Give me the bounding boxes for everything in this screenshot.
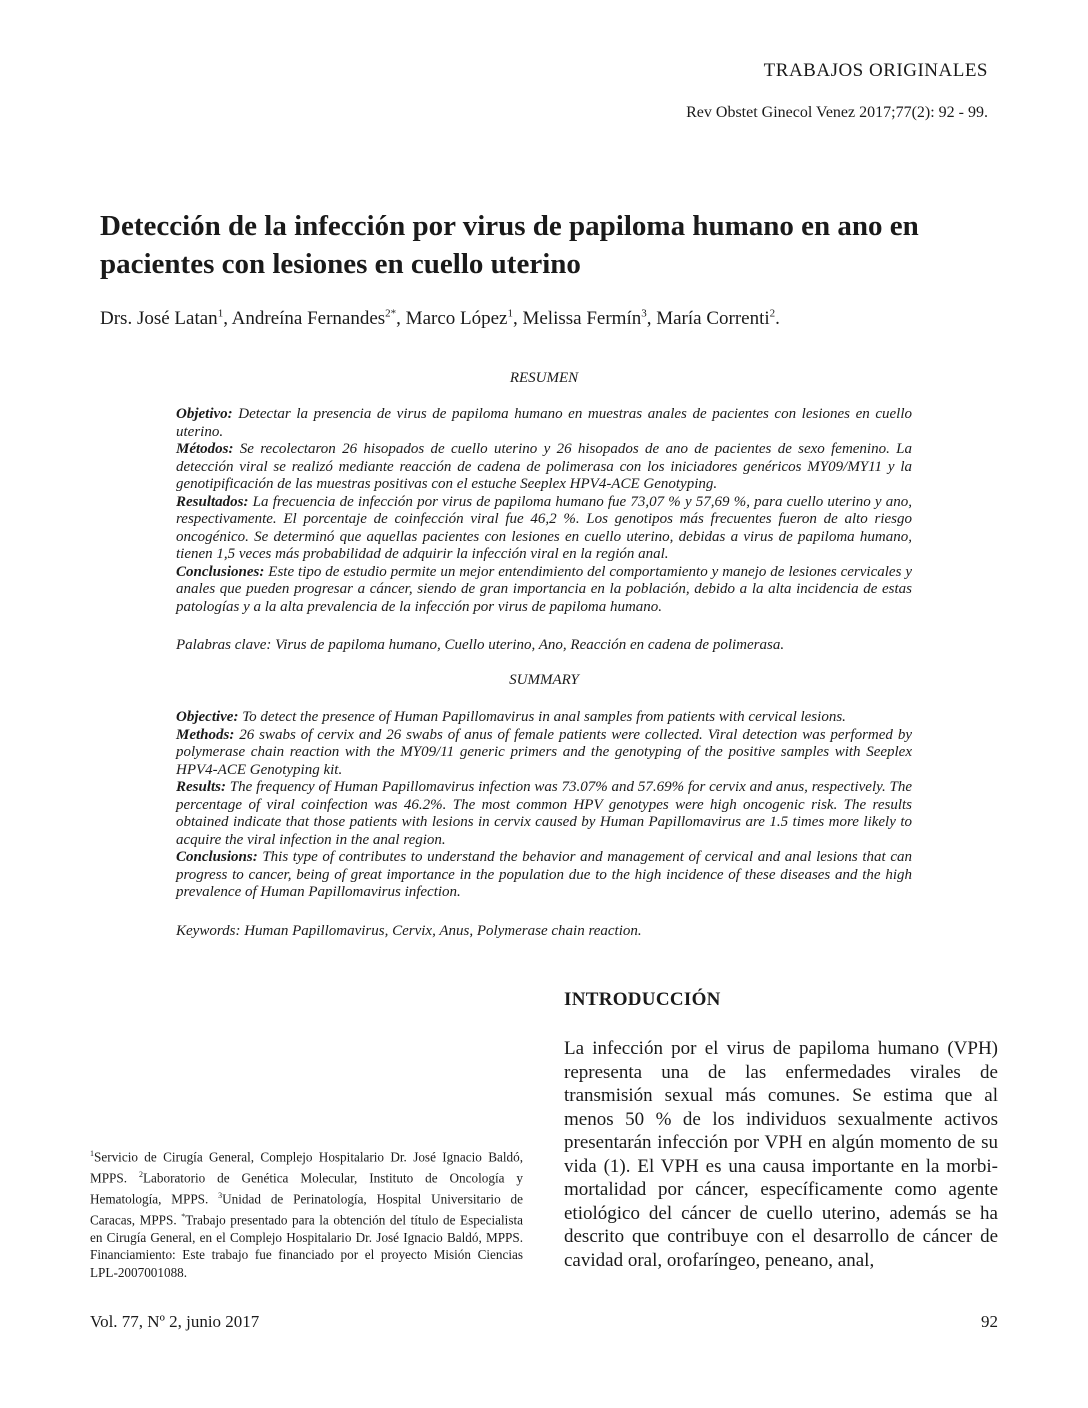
article-title: Detección de la infección por virus de papiloma humano en ano en pacientes con lesiones en cuello uterino — [100, 210, 919, 280]
resumen-resultados: Resultados: La frecuencia de infección por virus de papiloma humano fue 73,07 % y 57,69 %, para cuello uterino y ano, respectivamente. El porcentaje de coinfección viral fue 46,2 %. Los genotipos más frecuentes fueron de alto riesgo oncogénico. Se determinó que aquellas pacientes con lesiones en cuello uterino, debidas a virus de papiloma humano, tienen 1,5 veces más probabilidad de adquirir la infección viral en la región anal. — [176, 493, 912, 562]
introduction-heading: INTRODUCCIÓN — [564, 989, 721, 1010]
summary-body — [176, 709, 912, 902]
journal-citation: Rev Obstet Ginecol Venez 2017;77(2): 92 - 99. — [686, 104, 988, 121]
resumen-body — [176, 406, 912, 616]
summary-conclusions: Conclusions: This type of contributes to understand the behavior and management of cervical and anal lesions that can progress to cancer, being of great importance in the population due to the high incidence of these diseases and the high prevalence of Human Papillomavirus infection. — [176, 849, 912, 900]
author: Drs. José Latan$^1$, — [100, 308, 232, 330]
affiliations-footnote: $^1$Servicio de Cirugía General, Complejo Hospitalario Dr. José Ignacio Baldó, MPPS. $^2$Laboratorio de Genética Molecular, Instituto de Oncología y Hematología, MPPS. $^3$Unidad de Perinatología, Hospital Universitario de Caracas, MPPS. *Trabajo presentado para la obtención del título de Especialista en Cirugía General, en el Complejo Hospitalario Dr. José Ignacio Baldó, MPPS. Financiamiento: Este trabajo fue financiado por el proyecto Misión Ciencias LPL-2007001088. — [90, 1149, 523, 1280]
author: Andreína Fernandes$^{2*}$, — [231, 308, 406, 330]
summary-heading: SUMMARY — [509, 672, 579, 688]
summary-results: Results: The frequency of Human Papillomavirus infection was 73.07% and 57.69% for cervix and anus, respectively. The percentage of viral coinfection was 46.2%. The most common HPV genotypes were high oncogenic risk. The results obtained indicate that those patients with lesions in cervix caused by Human Papillomavirus are 1.5 times more likely to acquire the viral infection in the anal region. — [176, 779, 912, 848]
footer-volume: Vol. 77, Nº 2, junio 2017 — [90, 1312, 260, 1331]
author: María Correnti$^2$. — [656, 308, 780, 330]
summary-keywords: Keywords: Human Papillomavirus, Cervix, Anus, Polymerase chain reaction. — [176, 923, 642, 939]
resumen-conclusiones: Conclusiones: Este tipo de estudio permite un mejor entendimiento del comportamiento y manejo de lesiones cervicales y anales que pueden progresar a cáncer, siendo de gran importancia en la población, debido a la alta incidencia de estas patologías y a la alta prevalencia de la infección por virus de papiloma humano. — [176, 563, 912, 615]
author-list — [100, 308, 1000, 330]
summary-objective: Objective: To detect the presence of Human Papillomavirus in anal samples from patients with cervical lesions. — [176, 709, 846, 725]
section-label: TRABAJOS ORIGINALES — [763, 60, 988, 81]
resumen-objetivo: Objetivo: Detectar la presencia de virus de papiloma humano en muestras anales de pacientes con lesiones en cuello uterino. — [176, 406, 912, 440]
author: Melissa Fermín$^3$, — [522, 308, 657, 330]
page-number: 92 — [981, 1312, 998, 1331]
introduction-text: La infección por el virus de papiloma humano (VPH) representa una de las enfermedades virales de transmisión sexual más comunes. Se estima que al menos 50 % de los individuos sexualmente activos presentarán infección por VPH en algún momento de su vida (1). El VPH es una causa importante en la morbi-mortalidad por cáncer, específicamente como agente etiológico del cáncer de cuello uterino, además se ha descrito que contribuye con el desarrollo de cáncer de cavidad oral, orofaríngeo, peneano, anal, — [564, 1038, 998, 1271]
resumen-metodos: Métodos: Se recolectaron 26 hisopados de cuello uterino y 26 hisopados de ano de pacientes de sexo femenino. La detección viral se realizó mediante reacción de cadena de polimerasa con los iniciadores genéricos MY09/MY11 y la genotipificación de las muestras positivas con el estuche Seeplex HPV4-ACE Genotyping. — [176, 441, 912, 492]
summary-methods: Methods: 26 swabs of cervix and 26 swabs of anus of female patients were collected. Viral detection was performed by polymerase chain reaction with the MY09/11 generic primers and the genotyping of the positive samples with Seeplex HPV4-ACE Genotyping kit. — [176, 726, 912, 778]
resumen-keywords: Palabras clave: Virus de papiloma humano, Cuello uterino, Ano, Reacción en cadena de polimerasa. — [176, 637, 785, 653]
resumen-heading: RESUMEN — [509, 370, 579, 386]
author: Marco López$^1$, — [405, 308, 523, 330]
